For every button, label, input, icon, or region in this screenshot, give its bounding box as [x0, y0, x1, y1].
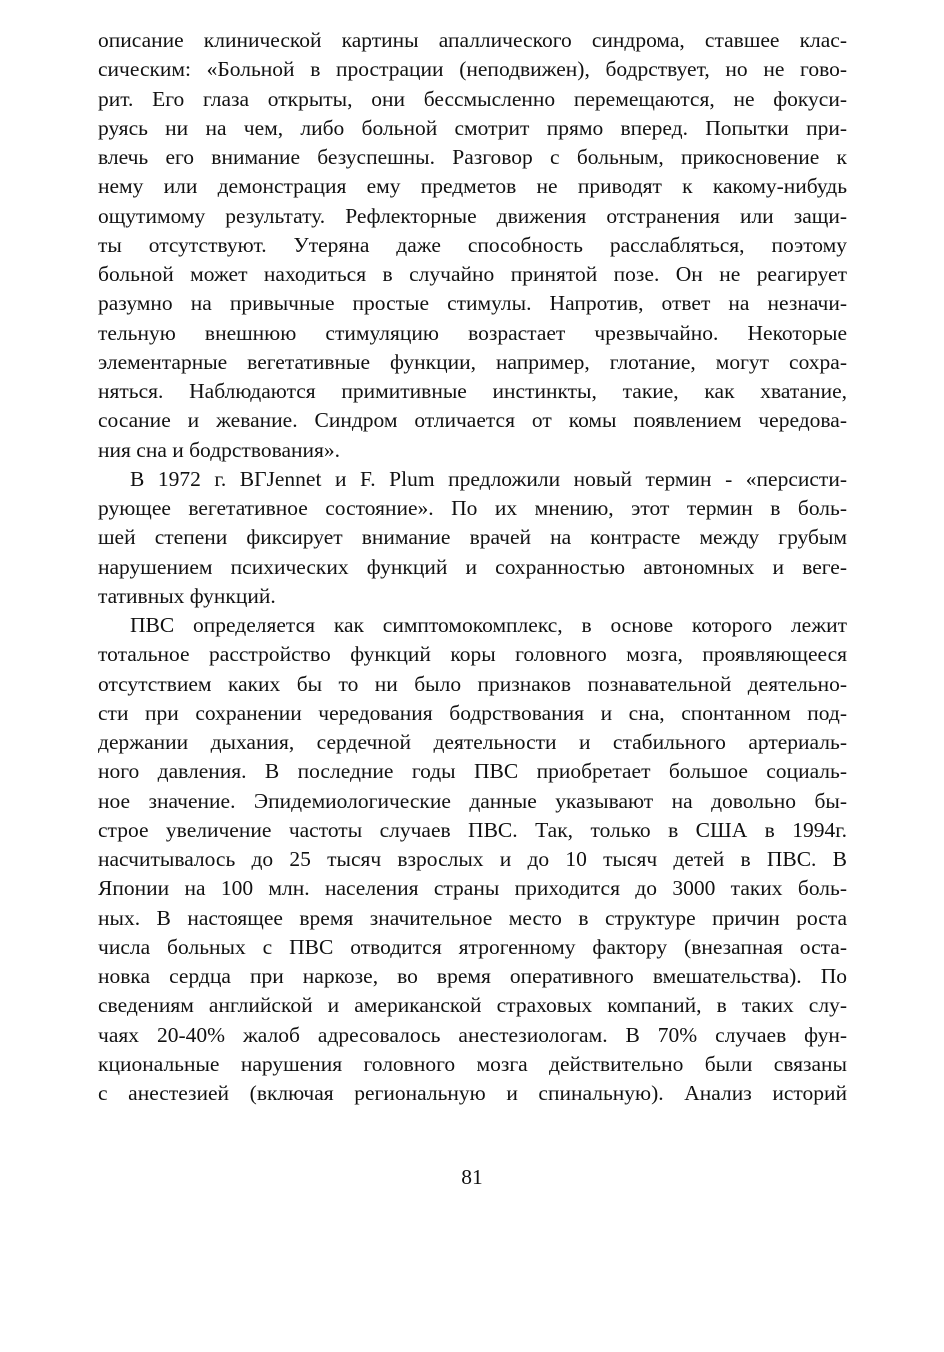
text-line: тотальное расстройство функций коры головного мозга, проявляющееся — [98, 642, 847, 667]
text-line: ных. В настоящее время значительное место в структуре причин роста — [98, 905, 847, 930]
text-line: сведениям английской и американской страховых компаний, в таких слу- — [98, 993, 847, 1018]
text-line: ощутимому результату. Рефлекторные движения отстранения или защи- — [98, 203, 847, 228]
text-line: с анестезией (включая региональную и спинальную). Анализ историй — [98, 1081, 847, 1105]
text-line: числа больных с ПВС отводится ятрогенному фактору (внезапная оста- — [98, 934, 847, 959]
text-line: рит. Его глаза открыты, они бессмысленно перемещаются, не фокуси- — [98, 86, 847, 111]
text-line: няться. Наблюдаются примитивные инстинкты, такие, как хватание, — [98, 379, 847, 403]
text-line: рующее вегетативное состояние». По их мнению, этот термин в боль- — [98, 496, 847, 520]
page-number: 81 — [461, 1165, 483, 1189]
text-line: кциональные нарушения головного мозга действительно были связаны — [98, 1051, 847, 1076]
text-line: отсутствием каких бы то ни было признаков познавательной деятельно- — [98, 671, 847, 696]
text-line: нарушением психических функций и сохранностью автономных и веге- — [98, 554, 847, 579]
text-line: ты отсутствуют. Утеряна даже способность расслабляться, поэтому — [98, 232, 847, 257]
text-line: тативных функций. — [98, 583, 276, 608]
text-line: сти при сохранении чередования бодрствования и сна, спонтанном под- — [98, 700, 847, 725]
text-line: ное значение. Эпидемиологические данные указывают на довольно бы- — [98, 788, 847, 813]
text-line: нему или демонстрация ему предметов не приводят к какому-нибудь — [98, 174, 847, 199]
text-line: Японии на 100 млн. населения страны приходится до 3000 таких боль- — [98, 876, 847, 901]
text-line: сическим: «Больной в прострации (неподвижен), бодрствует, но не гово- — [98, 57, 847, 82]
body-text — [98, 26, 847, 1108]
paragraph-3 — [98, 611, 847, 1108]
text-line: новка сердца при наркозе, во время оперативного вмешательства). По — [98, 964, 847, 988]
text-line: руясь ни на чем, либо больной смотрит прямо вперед. Попытки при- — [98, 115, 847, 140]
text-line: описание клинической картины апаллического синдрома, ставшее клас- — [98, 28, 847, 52]
text-line: чаях 20-40% жалоб адресовалось анестезиологам. В 70% случаев фун- — [98, 1022, 847, 1047]
text-line: тельную внешнюю стимуляцию возрастает чрезвычайно. Некоторые — [98, 320, 847, 345]
text-line: держании дыхания, сердечной деятельности и стабильного артериаль- — [98, 730, 847, 754]
text-line: ния сна и бодрствования». — [98, 437, 341, 462]
text-line: разумно на привычные простые стимулы. Напротив, ответ на незначи- — [98, 291, 847, 316]
text-line: шей степени фиксирует внимание врачей на контрасте между грубым — [98, 525, 847, 550]
paragraph-2 — [98, 465, 847, 611]
text-line: насчитывалось до 25 тысяч взрослых и до 10 тысяч детей в ПВС. В — [98, 847, 847, 871]
paragraph-1 — [98, 26, 847, 465]
text-line: ного давления. В последние годы ПВС приобретает большое социаль- — [98, 759, 847, 784]
text-line: элементарные вегетативные функции, например, глотание, могут сохра- — [98, 349, 847, 374]
text-line: сосание и жевание. Синдром отличается от комы появлением чередова- — [98, 408, 847, 433]
text-line: влечь его внимание безуспешны. Разговор с больным, прикосновение к — [98, 145, 847, 169]
text-line: строе увеличение частоты случаев ПВС. Так, только в США в 1994г. — [98, 817, 847, 842]
text-line: ПВС определяется как симптомокомплекс, в основе которого лежит — [130, 613, 847, 637]
text-line: больной может находиться в случайно принятой позе. Он не реагирует — [98, 262, 847, 286]
text-line: В 1972 г. ВГJennet и F. Plum предложили новый термин - «персисти- — [130, 466, 847, 491]
